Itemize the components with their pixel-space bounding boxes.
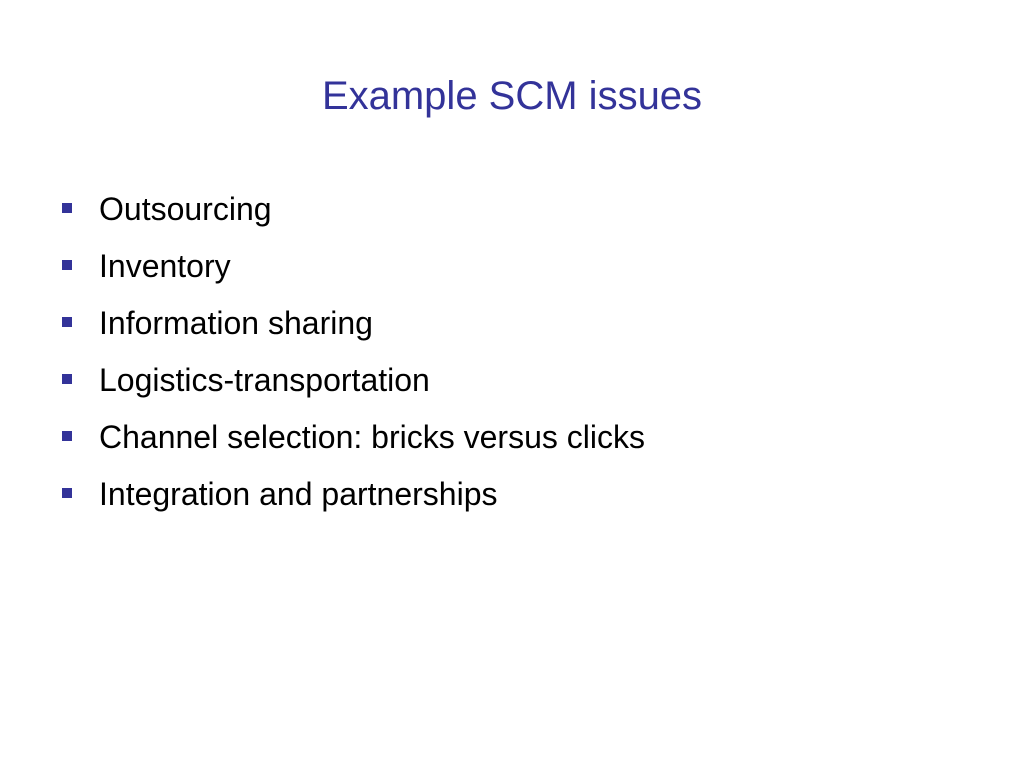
square-bullet-icon xyxy=(62,203,72,213)
square-bullet-icon xyxy=(62,260,72,270)
bullet-item xyxy=(62,469,645,526)
bullet-text: Information sharing xyxy=(99,305,373,341)
bullet-text: Inventory xyxy=(99,248,231,284)
bullet-item xyxy=(62,355,645,412)
bullet-list xyxy=(62,184,645,526)
square-bullet-icon xyxy=(62,431,72,441)
slide-title: Example SCM issues xyxy=(321,74,703,118)
bullet-text: Logistics-transportation xyxy=(99,362,430,398)
bullet-item xyxy=(62,184,645,241)
bullet-item xyxy=(62,241,645,298)
square-bullet-icon xyxy=(62,374,72,384)
square-bullet-icon xyxy=(62,488,72,498)
bullet-item xyxy=(62,298,645,355)
square-bullet-icon xyxy=(62,317,72,327)
bullet-text: Outsourcing xyxy=(99,191,272,227)
bullet-item xyxy=(62,412,645,469)
bullet-text: Integration and partnerships xyxy=(99,476,498,512)
bullet-text: Channel selection: bricks versus clicks xyxy=(99,419,645,455)
